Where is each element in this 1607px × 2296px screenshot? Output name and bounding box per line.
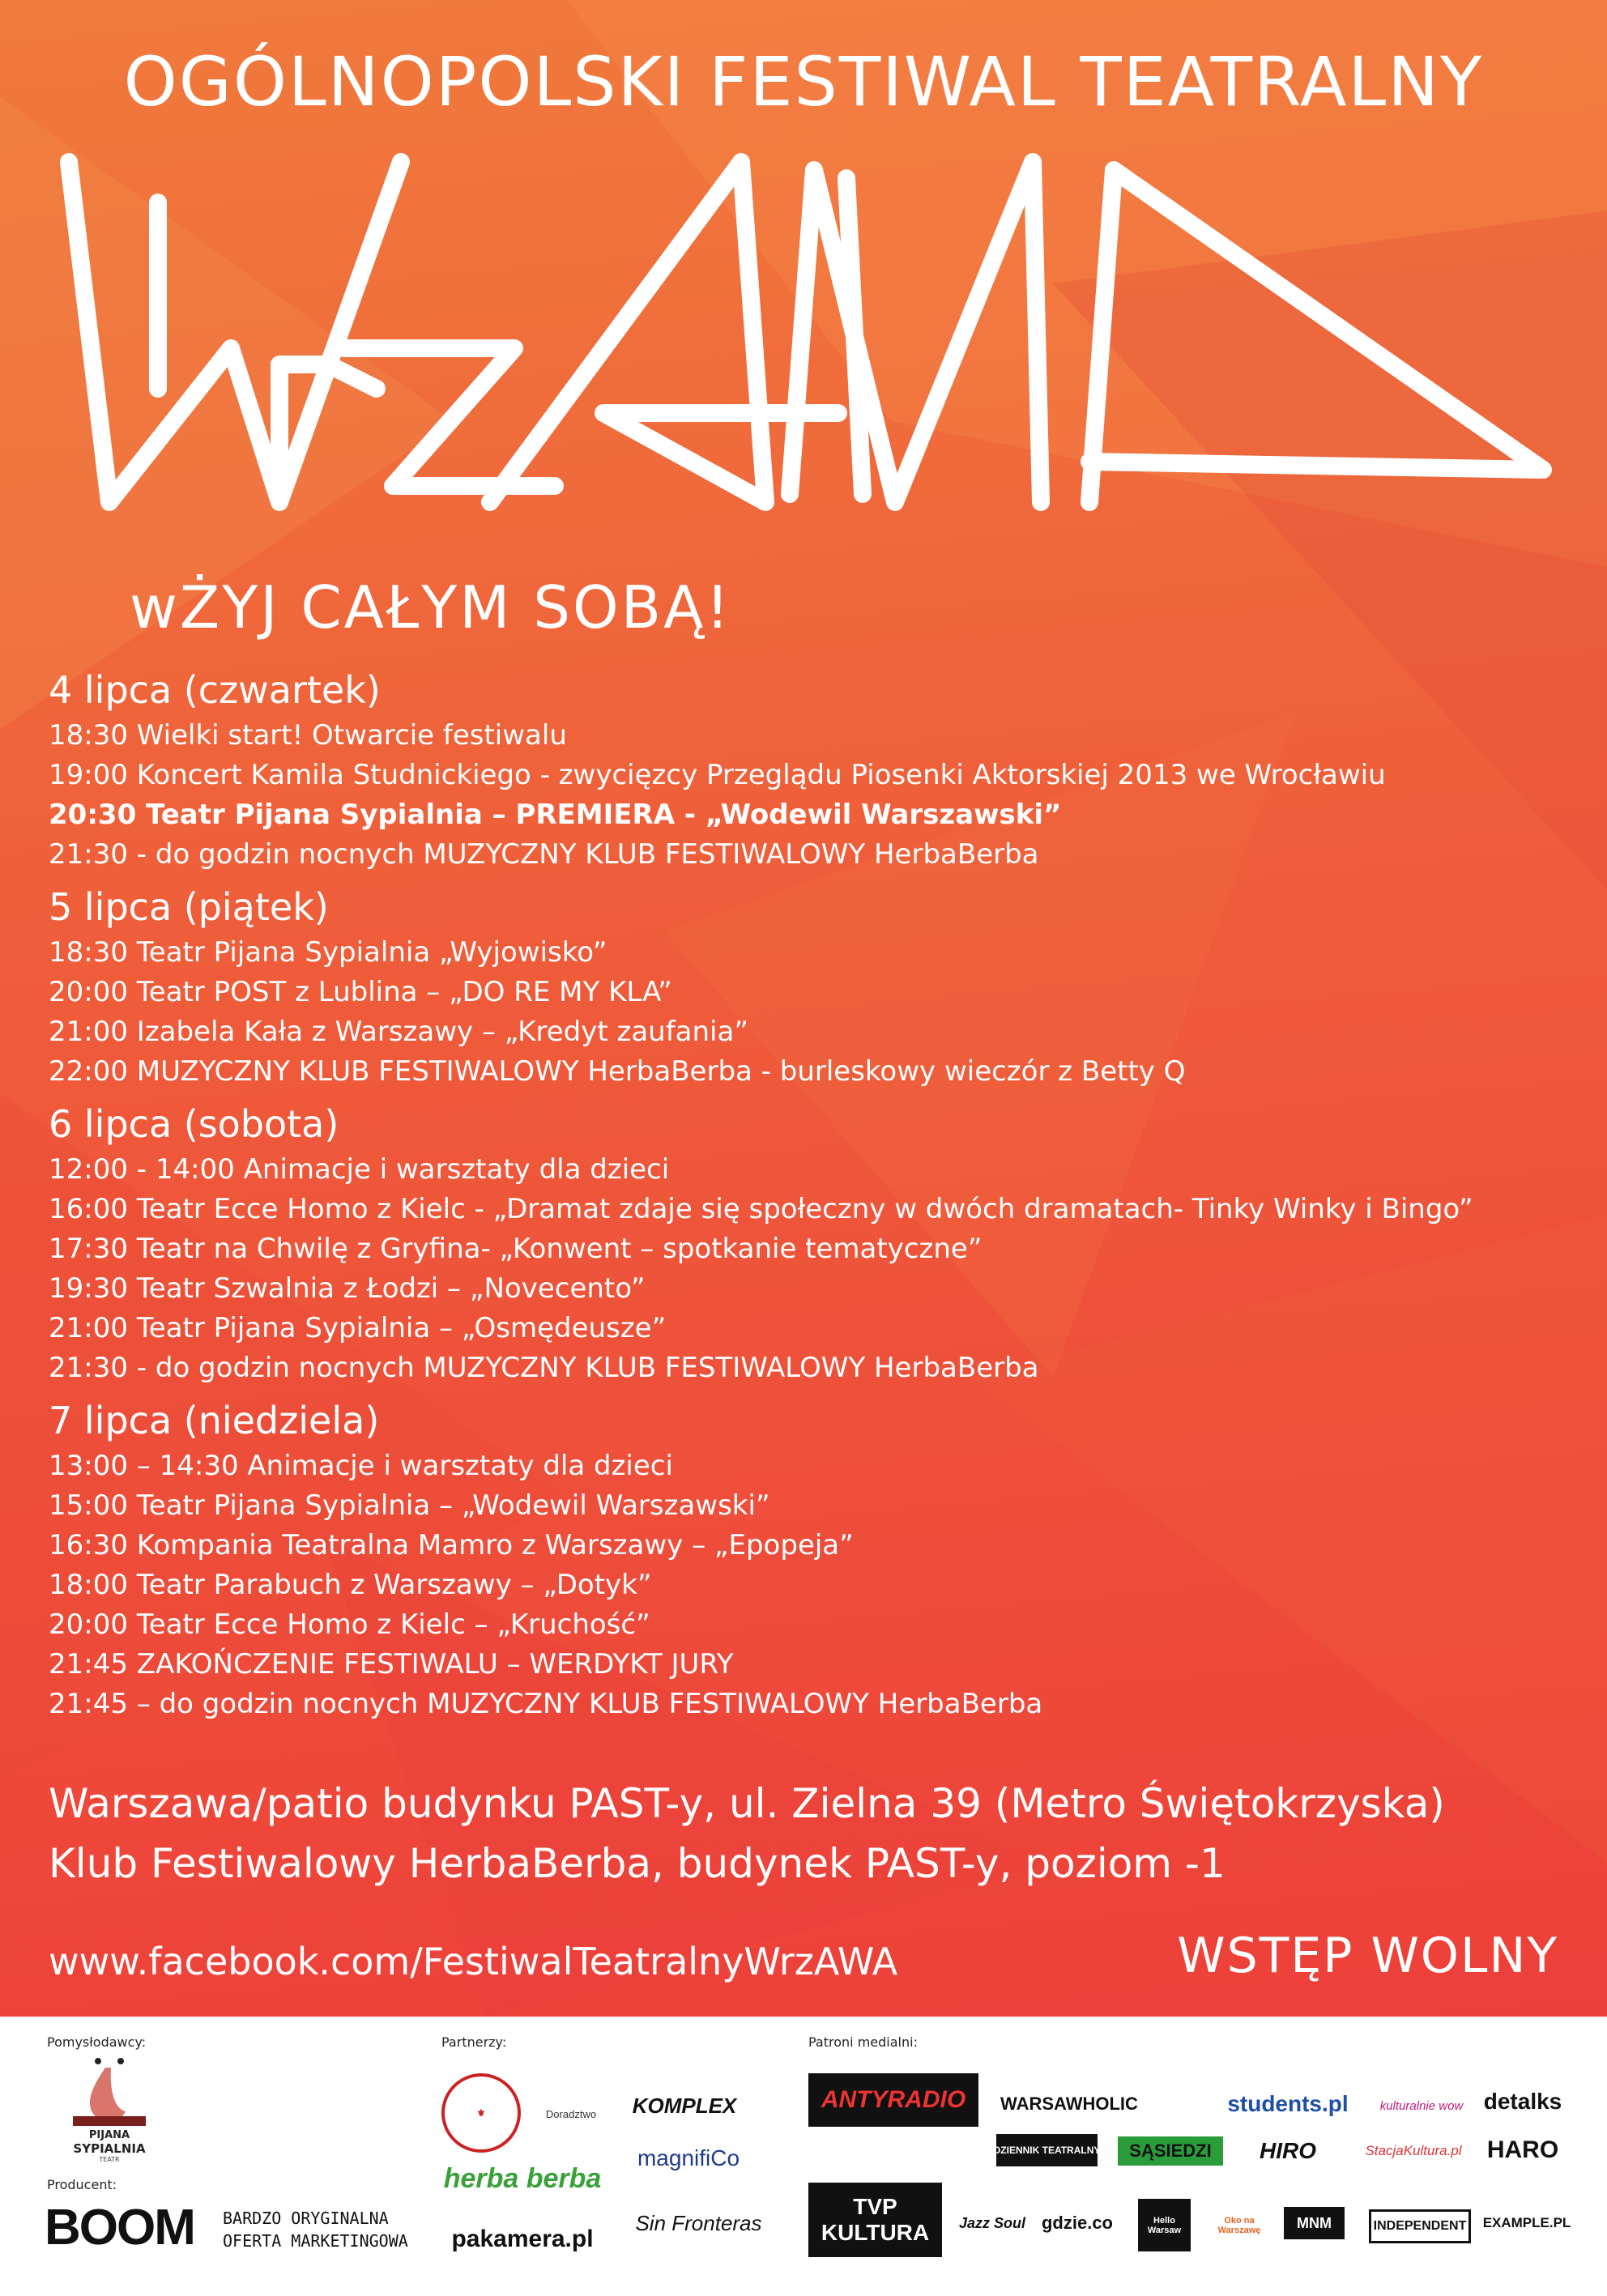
pijana-line2: SYPIALNIA [73,2141,146,2156]
pijana-line1: PIJANA [88,2129,130,2141]
event-item: 20:00 Teatr Ecce Homo z Kielc – „Kruchość” [49,1608,650,1641]
media-logo: SĄSIEDZI [1118,2136,1223,2166]
media-logo: TVP KULTURA [808,2183,942,2257]
partner-logo: pakamera.pl [451,2226,594,2252]
venue-line: Warszawa/patio budynku PAST-y, ul. Zielna 39 (Metro Świętokrzyska) [49,1780,1445,1827]
event-item: 21:45 ZAKOŃCZENIE FESTIWALU – WERDYKT JURY [49,1648,734,1680]
event-item: 16:00 Teatr Ecce Homo z Kielc - „Dramat zdaje się społeczny w dwóch dramatach- Tinky Winky i Bingo” [49,1193,1473,1225]
sponsors-strip [0,2017,1607,2296]
day-block [49,664,1579,875]
boom-tagline: BARDZO ORYGINALNA OFERTA MARKETINGOWA [223,2209,408,2251]
day-block [49,1395,1579,1724]
program-schedule [49,664,1579,1731]
media-logo: Jazz Soul [958,2214,1026,2231]
pijana-sypialnia-logo [61,2053,158,2166]
event-item: 21:30 - do godzin nocnych MUZYCZNY KLUB FESTIWALOWY HerbaBerba [49,1352,1039,1384]
event-item: 18:30 Teatr Pijana Sypialnia „Wyjowisko” [49,936,607,969]
event-item: 21:00 Teatr Pijana Sypialnia – „Osmędeusze” [49,1312,667,1344]
media-label: Patroni medialni: [808,2034,918,2050]
media-logo: detalks [1483,2089,1562,2114]
free-entry-label: WSTĘP WOLNY [1177,1928,1558,1984]
boom-logo: BOOM [45,2199,194,2256]
event-item: 20:00 Teatr POST z Lublina – „DO RE MY KLA” [49,976,672,1008]
partners-label: Partnerzy: [441,2034,507,2050]
partner-logo: KOMPLEX [632,2093,737,2118]
event-item: 15:00 Teatr Pijana Sypialnia – „Wodewil Warszawski” [49,1489,770,1522]
venue-info [49,1774,1445,1893]
media-logo: kulturalnie wow [1379,2098,1464,2113]
wrzawa-logo [36,146,1575,551]
event-item: 21:30 - do godzin nocnych MUZYCZNY KLUB FESTIWALOWY HerbaBerba [49,838,1039,871]
day-heading: 5 lipca (piątek) [49,885,329,929]
media-logo: StacjaKultura.pl [1365,2143,1462,2158]
media-logo: Hello Warsaw [1138,2199,1191,2251]
event-item-premiere: 20:30 Teatr Pijana Sypialnia – PREMIERA - „Wodewil Warszawski” [49,799,1062,831]
event-item: 21:00 Izabela Kała z Warszawy – „Kredyt zaufania” [49,1016,748,1048]
producer-label: Producent: [47,2177,117,2192]
event-item: 18:30 Wielki start! Otwarcie festiwalu [49,719,567,752]
media-logo: ANTYRADIO [808,2073,978,2127]
event-item: 21:45 – do godzin nocnych MUZYCZNY KLUB FESTIWALOWY HerbaBerba [49,1688,1043,1720]
partner-logo: Doradztwo [545,2107,597,2120]
media-logo: gdzie.co [1041,2213,1113,2233]
day-block [49,881,1579,1092]
facebook-link[interactable]: www.facebook.com/FestiwalTeatralnyWrzAWA [49,1940,898,1983]
pijana-line3: TEATR [99,2156,120,2163]
partner-emblem-logo: ⚜ [441,2073,521,2153]
event-item: 19:30 Teatr Szwalnia z Łodzi – „Novecento” [49,1272,646,1305]
event-item: 17:30 Teatr na Chwilę z Gryfina- „Konwent – spotkanie tematyczne” [49,1233,983,1265]
media-logo: DZIENNIK TEATRALNY [996,2134,1098,2166]
day-heading: 4 lipca (czwartek) [49,668,381,712]
media-logo: HIRO [1260,2138,1316,2163]
event-item: 16:30 Kompania Teatralna Mamro z Warszawy – „Epopeja” [49,1529,854,1561]
event-item: 12:00 - 14:00 Animacje i warsztaty dla dzieci [49,1153,670,1186]
media-logo: students.pl [1227,2091,1349,2116]
partner-logo: herba berba [443,2162,602,2194]
partner-logo: magnifiCo [637,2145,740,2170]
media-logo: MNM [1284,2207,1345,2239]
media-logo: HARO [1486,2136,1559,2163]
media-logo: Oko na Warszawę [1217,2215,1261,2235]
day-heading: 6 lipca (sobota) [49,1102,339,1146]
nose-icon [61,2053,158,2126]
media-logo: EXAMPLE.PL [1482,2215,1571,2230]
media-logo: WARSAWHOLIC [1000,2094,1138,2114]
event-item: 22:00 MUZYCZNY KLUB FESTIWALOWY HerbaBerba - burleskowy wieczór z Betty Q [49,1055,1186,1088]
day-heading: 7 lipca (niedziela) [49,1399,380,1442]
slogan: wŻYJ CAŁYM SOBĄ! [130,573,732,641]
event-item: 19:00 Koncert Kamila Studnickiego - zwycięzcy Przeglądu Piosenki Aktorskiej 2013 we Wrocławiu [49,759,1386,791]
day-block [49,1098,1579,1388]
club-line: Klub Festiwalowy HerbaBerba, budynek PAST-y, poziom -1 [49,1840,1225,1887]
festival-type-title: OGÓLNOPOLSKI FESTIWAL TEATRALNY [123,42,1484,121]
event-item: 13:00 – 14:30 Animacje i warsztaty dla dzieci [49,1450,673,1482]
event-item: 18:00 Teatr Parabuch z Warszawy – „Dotyk” [49,1569,652,1601]
media-logo: INDEPENDENT [1369,2209,1471,2243]
partner-logo: Sin Fronteras [635,2210,762,2235]
originators-label: Pomysłodawcy: [47,2034,147,2050]
